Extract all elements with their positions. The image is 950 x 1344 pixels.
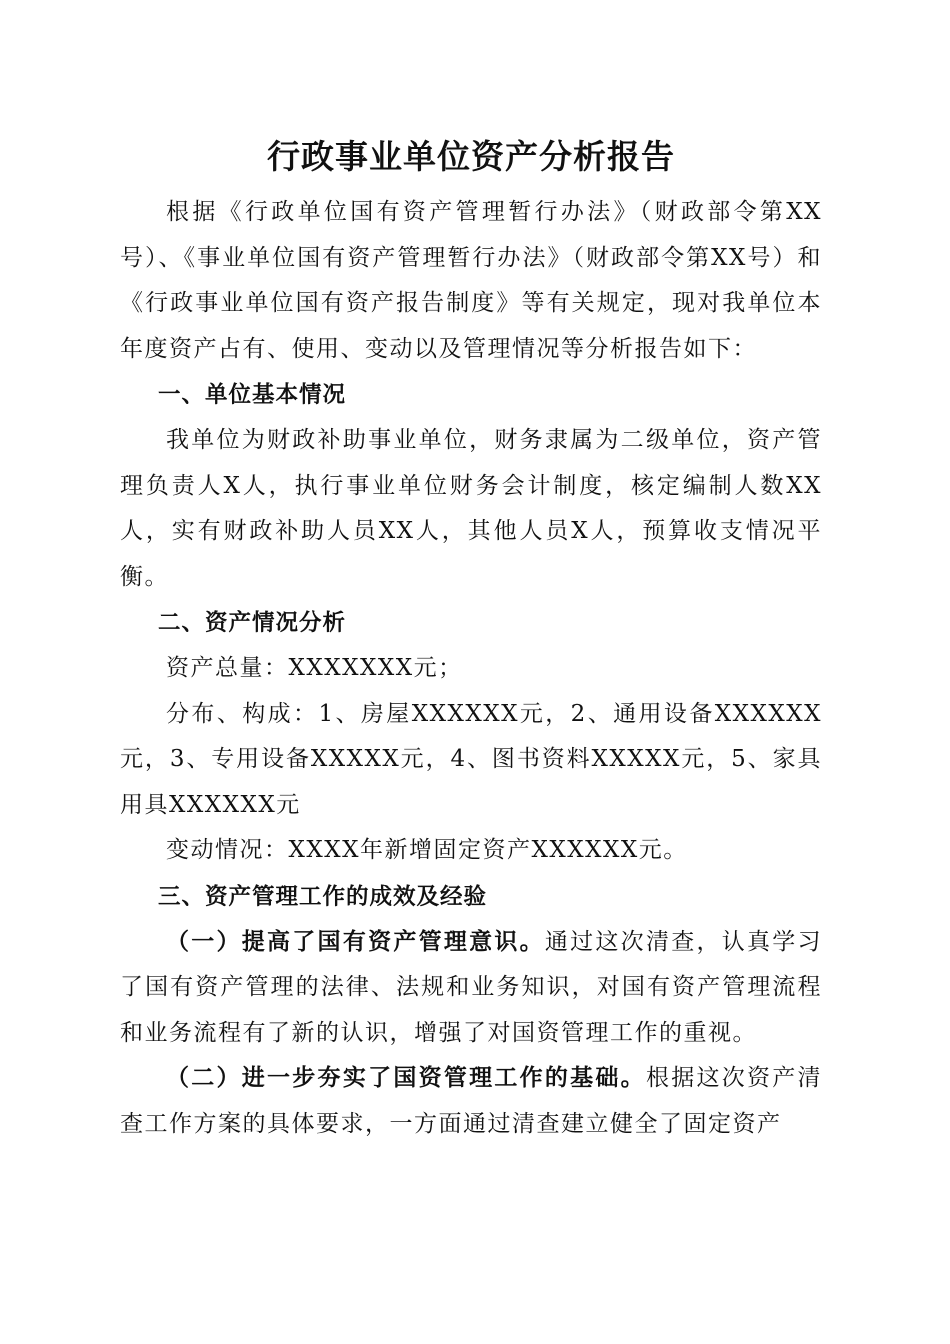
section-heading-asset-analysis: 二、资产情况分析 bbox=[158, 610, 347, 636]
achievement-item-1 bbox=[120, 920, 822, 1057]
asset-distribution-paragraph: 分布、构成：1、房屋XXXXXX元，2、通用设备XXXXXX元，3、专用设备XXXXX元，4、图书资料XXXXX元，5、家具用具XXXXXX元 bbox=[120, 700, 822, 818]
asset-change-paragraph: 变动情况：XXXX年新增固定资产XXXXXX元。 bbox=[166, 837, 688, 863]
achievement-item-1-text: 通过这次清查，认真学习了国有资产管理的法律、法规和业务知识，对国有资产管理流程和业务流程有了新的认识，增强了对国资管理工作的重视。 bbox=[120, 928, 823, 1046]
intro-paragraph: 根据《行政单位国有资产管理暂行办法》（财政部令第XX号）、《事业单位国有资产管理暂行办法》（财政部令第XX号）和《行政事业单位国有资产报告制度》等有关规定，现对我单位本年度资产占有、使用、变动以及管理情况等分析报告如下： bbox=[120, 199, 822, 362]
achievement-item-2 bbox=[120, 1056, 822, 1147]
section-heading-achievements: 三、资产管理工作的成效及经验 bbox=[158, 883, 488, 910]
achievement-item-2-lead: （二）进一步夯实了国资管理工作的基础。 bbox=[166, 1065, 646, 1091]
section-heading-basic-info: 一、单位基本情况 bbox=[158, 382, 347, 408]
document-title: 行政事业单位资产分析报告 bbox=[267, 137, 675, 176]
achievement-item-1-lead: （一）提高了国有资产管理意识。 bbox=[166, 928, 545, 955]
asset-total-paragraph: 资产总量：XXXXXXX元； bbox=[166, 655, 463, 681]
achievement-item-2-text: 根据这次资产清查工作方案的具体要求，一方面通过清查建立健全了固定资产 bbox=[120, 1065, 823, 1137]
basic-info-paragraph: 我单位为财政补助事业单位，财务隶属为二级单位，资产管理负责人X人，执行事业单位财务会计制度，核定编制人数XX人，实有财政补助人员XX人，其他人员X人，预算收支情况平衡。 bbox=[120, 427, 822, 590]
